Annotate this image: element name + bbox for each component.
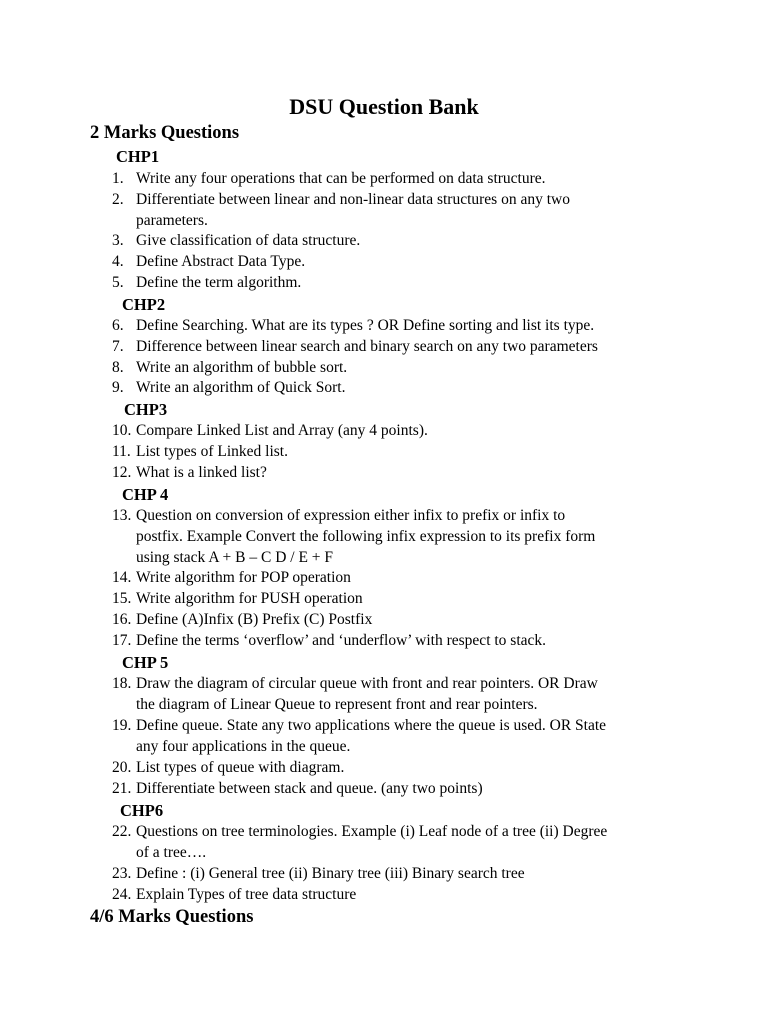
question-item xyxy=(112,252,672,273)
question-number: 7. xyxy=(112,338,124,355)
question-item xyxy=(112,231,672,252)
question-number: 14. xyxy=(112,569,132,586)
question-text: Differentiate between stack and queue. (any two points) xyxy=(136,780,483,797)
question-item xyxy=(112,442,672,463)
question-text: using stack A + B – C D / E + F xyxy=(136,548,334,566)
question-text: What is a linked list? xyxy=(136,464,267,481)
question-number: 9. xyxy=(112,379,124,396)
question-text: Question on conversion of expression either infix to prefix or infix to xyxy=(136,507,566,524)
question-text: Questions on tree terminologies. Example (i) Leaf node of a tree (ii) Degree xyxy=(136,823,608,840)
question-number: 23. xyxy=(112,865,132,882)
question-text: Define (A)Infix (B) Prefix (C) Postfix xyxy=(136,611,373,628)
question-item xyxy=(112,610,672,631)
question-number: 6. xyxy=(112,317,124,334)
question-number: 19. xyxy=(112,717,132,734)
chapter-heading-chp5: CHP 5 xyxy=(122,653,169,672)
question-text: any four applications in the queue. xyxy=(136,737,351,755)
question-number: 1. xyxy=(112,170,124,187)
question-item xyxy=(112,885,672,906)
question-text: List types of queue with diagram. xyxy=(136,759,345,776)
question-text: Define the term algorithm. xyxy=(136,274,302,291)
question-item xyxy=(112,674,672,716)
question-text: Give classification of data structure. xyxy=(136,232,361,249)
chapter-heading-chp1: CHP1 xyxy=(116,147,160,166)
question-number: 16. xyxy=(112,611,132,628)
question-item xyxy=(112,716,672,758)
question-number: 12. xyxy=(112,464,132,481)
question-text: Define the terms ‘overflow’ and ‘underflow’ with respect to stack. xyxy=(136,632,547,649)
question-item xyxy=(112,378,672,399)
question-item xyxy=(112,358,672,379)
question-item xyxy=(112,337,672,358)
question-item xyxy=(112,589,672,610)
question-item xyxy=(112,316,672,337)
question-text: Write an algorithm of Quick Sort. xyxy=(136,379,346,396)
chapter-heading-chp3: CHP3 xyxy=(124,400,168,419)
question-number: 11. xyxy=(112,443,131,460)
question-text: List types of Linked list. xyxy=(136,443,288,460)
question-text: of a tree…. xyxy=(136,843,207,861)
question-number: 4. xyxy=(112,253,124,270)
question-number: 22. xyxy=(112,823,132,840)
question-item xyxy=(112,779,672,800)
chapter-heading-chp6: CHP6 xyxy=(120,801,164,820)
question-item xyxy=(112,421,672,442)
question-number: 18. xyxy=(112,675,132,692)
question-text: Define Searching. What are its types ? OR Define sorting and list its type. xyxy=(136,317,595,334)
question-item xyxy=(112,568,672,589)
question-item xyxy=(112,463,672,484)
question-text: postfix. Example Convert the following infix expression to its prefix form xyxy=(136,527,596,545)
question-item xyxy=(112,758,672,779)
question-text: Write an algorithm of bubble sort. xyxy=(136,359,348,376)
question-item xyxy=(112,506,672,568)
question-text: the diagram of Linear Queue to represent front and rear pointers. xyxy=(136,695,538,713)
question-number: 15. xyxy=(112,590,132,607)
question-number: 8. xyxy=(112,359,124,376)
chapter-heading-chp4: CHP 4 xyxy=(122,485,169,504)
question-text: Write algorithm for PUSH operation xyxy=(136,590,363,607)
question-text: Draw the diagram of circular queue with front and rear pointers. OR Draw xyxy=(136,675,598,692)
question-text: parameters. xyxy=(136,211,208,229)
question-text: Differentiate between linear and non-linear data structures on any two xyxy=(136,191,570,208)
question-item xyxy=(112,864,672,885)
section-heading-2-marks: 2 Marks Questions xyxy=(90,123,240,143)
question-item xyxy=(112,169,672,190)
question-text: Define : (i) General tree (ii) Binary tree (iii) Binary search tree xyxy=(136,865,525,882)
question-number: 3. xyxy=(112,232,124,249)
question-number: 10. xyxy=(112,422,132,439)
question-number: 24. xyxy=(112,886,132,903)
question-text: Define Abstract Data Type. xyxy=(136,253,306,270)
question-text: Difference between linear search and binary search on any two parameters xyxy=(136,338,598,355)
page-title: DSU Question Bank xyxy=(289,94,479,119)
section-heading-4-6-marks: 4/6 Marks Questions xyxy=(90,907,254,927)
question-item xyxy=(112,631,672,652)
question-number: 13. xyxy=(112,507,132,524)
question-number: 2. xyxy=(112,191,124,208)
question-number: 21. xyxy=(112,780,132,797)
question-item xyxy=(112,822,672,864)
question-item xyxy=(112,190,672,232)
question-number: 17. xyxy=(112,632,132,649)
question-number: 20. xyxy=(112,759,132,776)
question-text: Write algorithm for POP operation xyxy=(136,569,351,586)
question-text: Explain Types of tree data structure xyxy=(136,886,357,903)
question-text: Write any four operations that can be performed on data structure. xyxy=(136,170,546,187)
question-text: Define queue. State any two applications where the queue is used. OR State xyxy=(136,717,607,734)
question-number: 5. xyxy=(112,274,124,291)
question-text: Compare Linked List and Array (any 4 points). xyxy=(136,422,428,439)
chapter-heading-chp2: CHP2 xyxy=(122,295,166,314)
question-item xyxy=(112,273,672,294)
